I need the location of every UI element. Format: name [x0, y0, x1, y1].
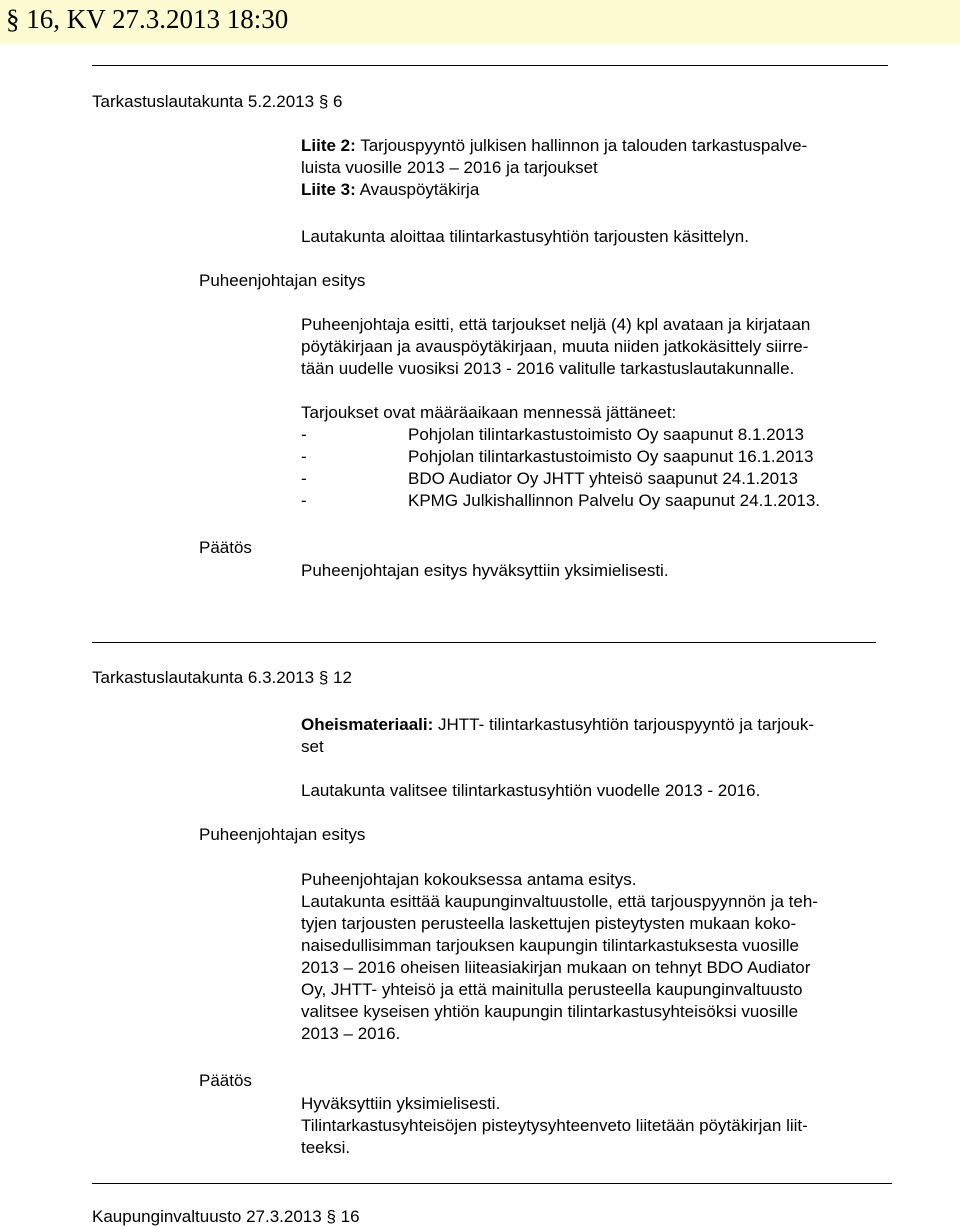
proposal-line: Puheenjohtajan kokouksessa antama esitys.	[301, 870, 637, 889]
decision-line: Hyväksyttiin yksimielisesti.	[301, 1094, 501, 1113]
proposal-line: 2013 – 2016 oheisen liiteasiakirjan mukaan on tehnyt BDO Audiator	[301, 958, 811, 977]
section-divider	[92, 65, 888, 66]
attachment-2-continued: luista vuosille 2013 – 2016 ja tarjoukset	[301, 158, 598, 177]
proposal-line: tään uudelle vuosiksi 2013 - 2016 valitulle tarkastuslautakunnalle.	[301, 359, 795, 378]
supplementary-material-continued: set	[301, 737, 324, 756]
section-divider	[92, 1183, 892, 1184]
offer-item: - Pohjolan tilintarkastustoimisto Oy saapunut 8.1.2013	[301, 425, 804, 444]
proposal-line: valitsee kyseisen yhtiön kaupungin tilintarkastusyhteisöksi vuosille	[301, 1002, 799, 1021]
meeting-title: 16, KV 27.3.2013 18:30	[26, 4, 289, 34]
proposal-line: tyjen tarjousten perusteella laskettujen pisteytysten mukaan koko-	[301, 914, 797, 933]
page-header	[0, 0, 960, 44]
header-title	[6, 2, 288, 36]
section-heading: Tarkastuslautakunta 5.2.2013 § 6	[92, 92, 343, 111]
section-intro: Lautakunta aloittaa tilintarkastusyhtiön tarjousten käsittelyn.	[301, 227, 749, 246]
proposal-label: Puheenjohtajan esitys	[199, 271, 366, 290]
proposal-line: Oy, JHTT- yhteisö ja että mainitulla perusteella kaupunginvaltuusto	[301, 980, 803, 999]
section-heading: Kaupunginvaltuusto 27.3.2013 § 16	[92, 1207, 360, 1226]
section-symbol: §	[6, 4, 20, 34]
decision-line: teeksi.	[301, 1138, 351, 1157]
decision-label: Päätös	[199, 1071, 252, 1090]
proposal-line: naisedullisimman tarjouksen kaupungin tilintarkastuksesta vuosille	[301, 936, 799, 955]
decision-text: Puheenjohtajan esitys hyväksyttiin yksimielisesti.	[301, 561, 669, 580]
decision-label: Päätös	[199, 538, 252, 557]
proposal-label: Puheenjohtajan esitys	[199, 825, 366, 844]
proposal-line: Lautakunta esittää kaupunginvaltuustolle, että tarjouspyynnön ja teh-	[301, 892, 818, 911]
section-symbol: §	[318, 668, 329, 687]
section-heading: Tarkastuslautakunta 6.3.2013 § 12	[92, 668, 352, 687]
section-symbol: §	[318, 92, 329, 111]
section-divider	[92, 642, 876, 643]
section-intro: Lautakunta valitsee tilintarkastusyhtiön vuodelle 2013 - 2016.	[301, 781, 761, 800]
supplementary-material: Oheismateriaali: JHTT- tilintarkastusyhtiön tarjouspyyntö ja tarjouk-	[301, 715, 815, 734]
section-symbol: §	[326, 1207, 336, 1226]
offer-item: - KPMG Julkishallinnon Palvelu Oy saapunut 24.1.2013.	[301, 491, 821, 510]
offers-intro: Tarjoukset ovat määräaikaan mennessä jättäneet:	[301, 403, 677, 422]
proposal-line: pöytäkirjaan ja avauspöytäkirjaan, muuta niiden jatkokäsittely siirre-	[301, 337, 809, 356]
decision-line: Tilintarkastusyhteisöjen pisteytysyhteenveto liitetään pöytäkirjan liit-	[301, 1116, 808, 1135]
offer-item: - BDO Audiator Oy JHTT yhteisö saapunut 24.1.2013	[301, 469, 798, 488]
proposal-line: Puheenjohtaja esitti, että tarjoukset neljä (4) kpl avataan ja kirjataan	[301, 315, 811, 334]
attachment-3: Liite 3: Avauspöytäkirja	[301, 180, 480, 199]
proposal-line: 2013 – 2016.	[301, 1024, 401, 1043]
offer-item: - Pohjolan tilintarkastustoimisto Oy saapunut 16.1.2013	[301, 447, 814, 466]
attachment-2: Liite 2: Tarjouspyyntö julkisen hallinnon ja talouden tarkastuspalve-	[301, 136, 808, 155]
